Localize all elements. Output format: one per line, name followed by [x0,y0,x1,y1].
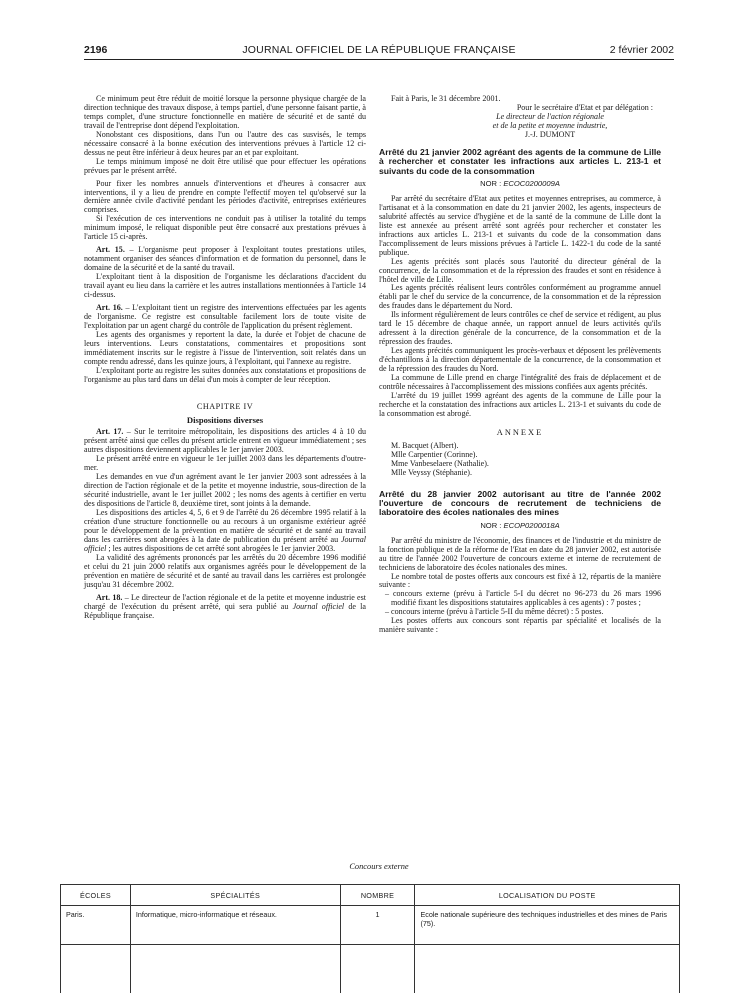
signature-line: Le directeur de l'action régionale [379,113,661,122]
paragraph: Les postes offerts aux concours sont répartis par spécialité et localisés de la manière suivante : [379,617,661,635]
cell-nombre: 1 [340,906,415,945]
article-18: Art. 18. – Le directeur de l'action régionale et de la petite et moyenne industrie est chargé de l'exécution du présent arrêté, qui sera publié au Journal officiel de la République française. [84,594,366,621]
chapter-heading: CHAPITRE IV [84,403,366,412]
paragraph: Le présent arrêté entre en vigueur le 1er juillet 2003 dans les départements d'outre-mer. [84,455,366,473]
issue-date: 2 février 2002 [610,44,674,56]
column-header: LOCALISATION DU POSTE [415,885,680,906]
paragraph: Les agents précités sont placés sous l'autorité du directeur général de la concurrence, de la consommation et de la répression des fraudes et sont en résidence à l'hôtel de ville de Lille. [379,258,661,285]
table-caption: Concours externe [84,862,674,871]
paragraph: Les demandes en vue d'un agrément avant le 1er janvier 2003 sont adressées à la direction de l'action régionale et de la petite et moyenne industrie, sous-direction de la sécurité industrielle, avant le 1er juillet 2002 ; les noms des agents à certifier en vertu des dispositions de l'article 8, deuxième tiret, sont joints à la demande. [84,473,366,509]
article-label: Art. 17. [96,427,123,436]
table-row [61,945,680,993]
table-row [61,906,680,945]
list-item: Mlle Veyssy (Stéphanie). [379,469,661,478]
annexe-heading: ANNEXE [379,429,661,438]
concours-table [60,884,680,993]
paragraph: La commune de Lille prend en charge l'intégralité des frais de déplacement et de contrôle nécessaires à l'accomplissement des missions confiées aux agents précités. [379,374,661,392]
article-16: Art. 16. – L'exploitant tient un registre des interventions effectuées par les agents de l'organisme. Ce registre est consultable facilement lors de toute visite de l'exploitation par un agent chargé du contrôle de l'application du présent règlement. [84,304,366,331]
paragraph: Nonobstant ces dispositions, dans l'un ou l'autre des cas susvisés, le temps nécessaire consacré à la bonne exécution des interventions prévues à l'article 12 ci-dessus ne peut être inférieur à deux heures par an et par exploitant. [84,131,366,158]
paragraph: L'exploitant tient à la disposition de l'organisme les déclarations d'accident du travail ayant eu lieu dans la carrière et les autres installations mentionnées à l'article 14 ci-dessus. [84,273,366,300]
paragraph: Les agents précités réalisent leurs contrôles conformément au programme annuel établi par le chef du service de la concurrence, de la consommation et de la répression des fraudes dans le département du Nord. [379,284,661,311]
paragraph: Par arrêté du ministre de l'économie, des finances et de l'industrie et du ministre de la fonction publique et de la réforme de l'Etat en date du 28 janvier 2002, est autorisée au titre de l'année 2002 l'ouverture de concours externe et interne de recrutement de techniciens de laboratoire des écoles nationales des mines. [379,537,661,573]
paragraph: Ils informent régulièrement de leurs contrôles ce chef de service et rédigent, au plus tard le 15 décembre de chaque année, un rapport annuel de leurs activités qu'ils adressent à la direction générale de la concurrence, de la consommation et de la répression des fraudes. [379,311,661,347]
cell-ecole: Paris. [61,906,131,945]
paragraph: Si l'exécution de ces interventions ne conduit pas à utiliser la totalité du temps minimum imposé, le reliquat disponible peut être consacré aux prestations prévues à l'article 15 ci-après. [84,215,366,242]
table-header-row [61,885,680,906]
chapter-title: Dispositions diverses [84,416,366,425]
paragraph: Par arrêté du secrétaire d'Etat aux petites et moyennes entreprises, au commerce, à l'artisanat et à la consommation en date du 21 janvier 2002, les agents, inspecteurs de salubrité affectés au service d'hygiène et de la santé de la commune de Lille dont la liste est annexée au présent arrêté sont agréés pour rechercher et constater les infractions aux articles L. 213-1 et suivants du code de la consommation dans l'accomplissement de leurs missions prévues à l'article L. 1422-1 du code de la santé publique. [379,195,661,258]
paragraph: L'arrêté du 19 juillet 1999 agréant des agents de la commune de Lille pour la recherche et la constatation des infractions aux articles L. 213-1 et suivants du code de la consommation est abrogé. [379,392,661,419]
nor-reference: NOR : ECOC0200009A [379,180,661,189]
column-header: ÉCOLES [61,885,131,906]
article-label: Art. 15. [96,245,125,254]
arrete-title: Arrêté du 21 janvier 2002 agréant des agents de la commune de Lille à rechercher et constater les infractions aux articles L. 213-1 et suivants du code de la consommation [379,148,661,176]
page-number: 2196 [84,44,107,56]
paragraph: Les dispositions des articles 4, 5, 6 et 9 de l'arrêté du 26 décembre 1995 relatif à la création d'une structure fonctionnelle ou au recours à un organisme extérieur agréé pour le développement de la prévention en matière de sécurité et de santé au travail dans les carrières sont abrogées à la date de publication du présent arrêté au Journal officiel ; les autres dispositions de cet arrêté sont abrogées le 1er janvier 2003. [84,509,366,554]
article-15: Art. 15. – L'organisme peut proposer à l'exploitant toutes prestations utiles, notamment organiser des séances d'information et de formation du personnel, dans le domaine de la sécurité et de la santé du travail. [84,246,366,273]
cell-localisation: Ecole nationale supérieure des techniques industrielles et des mines de Paris (75). [415,906,680,945]
paragraph: La validité des agréments prononcés par les arrêtés du 20 décembre 1996 modifié et celui du 21 juin 2000 relatifs aux organismes agréés pour le développement de la prévention en matière de sécurité et de santé au travail dans les carrières est prolongée jusqu'au 31 décembre 2002. [84,554,366,590]
signature-line: Pour le secrétaire d'Etat et par délégation : [379,104,661,113]
list-item: Mme Vanbeselaere (Nathalie). [379,460,661,469]
article-label: Art. 16. [96,303,123,312]
list-item: Mlle Carpentier (Corinne). [379,451,661,460]
postes-list [379,590,661,617]
paragraph: L'exploitant porte au registre les suites données aux constatations et propositions de l'organisme au plus tard dans un délai d'un mois à compter de leur réception. [84,367,366,385]
signature-date: Fait à Paris, le 31 décembre 2001. [379,95,661,104]
article-label: Art. 18. [96,593,122,602]
paragraph: Les agents des organismes y reportent la date, la durée et l'objet de chacune de leurs interventions. Leurs constatations, commentaires et propositions sont immédiatement inscrits sur le registre à l'issue de l'intervention, soit relatés dans un compte rendu adressé, dans les quinze jours, à l'exploitant, qui l'annexe au registre. [84,331,366,367]
nor-reference: NOR : ECOP0200018A [379,522,661,531]
list-item: – concours externe (prévu à l'article 5-I du décret no 96-273 du 26 mars 1996 modifié fixant les dispositions statutaires applicables à ces agents) : 7 postes ; [379,590,661,608]
signature-name: J.-J. DUMONT [379,131,661,140]
list-item: M. Bacquet (Albert). [379,442,661,451]
signature-line: et de la petite et moyenne industrie, [379,122,661,131]
column-header: NOMBRE [340,885,415,906]
list-item: – concours interne (prévu à l'article 5-II du même décret) : 5 postes. [379,608,661,617]
paragraph: Le nombre total de postes offerts aux concours est fixé à 12, répartis de la manière suivante : [379,573,661,591]
header-rule [84,59,674,60]
cell-specialite: Informatique, micro-informatique et réseaux. [130,906,340,945]
paragraph: Le temps minimum imposé ne doit être utilisé que pour effectuer les opérations prévues par le présent arrêté. [84,158,366,176]
left-column [84,95,366,620]
paragraph: Pour fixer les nombres annuels d'interventions et d'heures à consacrer aux interventions, il y a lieu de prendre en compte l'effectif moyen tel qu'observé sur la dernière année civile d'activité pendant les périodes d'activité, entreprises extérieures comprises. [84,180,366,216]
right-column [379,95,661,635]
arrete-title: Arrêté du 28 janvier 2002 autorisant au titre de l'année 2002 l'ouverture de concours de recrutement de techniciens de laboratoire des écoles nationales des mines [379,490,661,518]
column-header: SPÉCIALITÉS [130,885,340,906]
article-17: Art. 17. – Sur le territoire métropolitain, les dispositions des articles 4 à 10 du présent arrêté ainsi que celles du présent article entrent en vigueur immédiatement ; ses autres dispositions deviennent applicables le 1er janvier 2003. [84,428,366,455]
paragraph: Les agents précités communiquent les procès-verbaux et déposent les prélèvements d'échantillons à la direction départementale de la concurrence, de la consommation et de la répression des fraudes du Nord. [379,347,661,374]
paragraph: Ce minimum peut être réduit de moitié lorsque la personne physique chargée de la direction technique des travaux dispose, à temps partiel, d'une personne faisant partie, à temps complet, d'une structure fonctionnelle en matière de sécurité et de santé du travail de l'entreprise dont dépend l'exploitation. [84,95,366,131]
page-header [84,44,674,58]
journal-title: JOURNAL OFFICIEL DE LA RÉPUBLIQUE FRANÇAISE [84,44,674,56]
annexe-names [379,442,661,478]
